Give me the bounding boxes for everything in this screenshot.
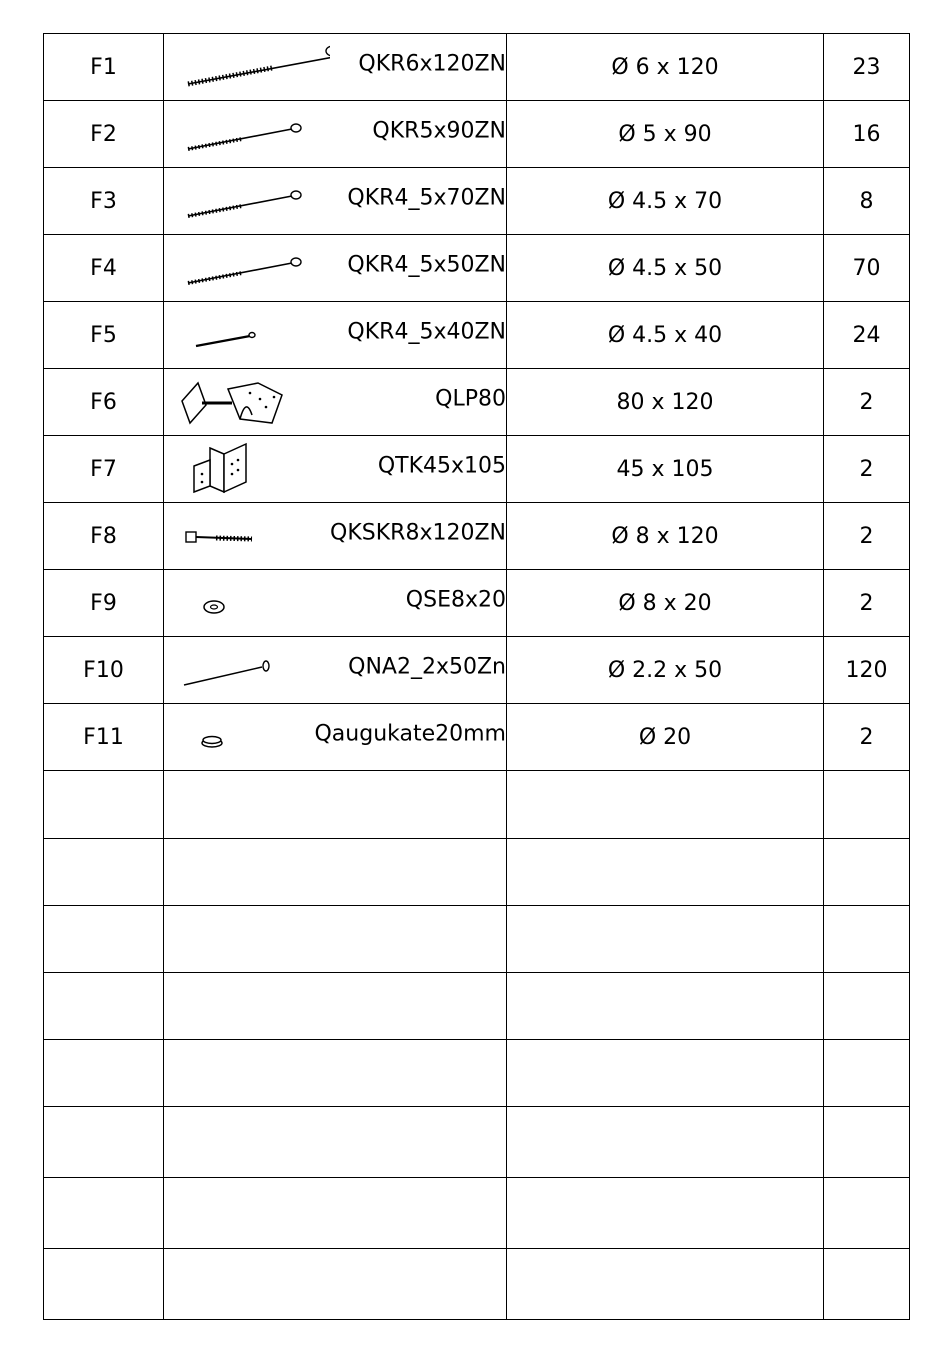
part-quantity: 2 [824,369,910,436]
part-quantity [824,973,910,1040]
part-quantity: 8 [824,168,910,235]
part-cell [164,235,507,302]
part-id [44,839,164,906]
part-quantity: 2 [824,704,910,771]
part-dimensions: Ø 4.5 x 70 [507,168,824,235]
part-id: F4 [44,235,164,302]
part-cell [164,839,507,906]
part-quantity [824,906,910,973]
screw-icon [180,241,330,297]
part-id [44,1040,164,1107]
screw-icon [180,174,330,230]
joist-hanger-icon [180,442,330,498]
part-cell [164,1107,507,1178]
part-id: F2 [44,101,164,168]
part-dimensions: Ø 8 x 20 [507,570,824,637]
table-row [44,101,910,168]
part-code: QTK45x105 [377,453,506,479]
part-dimensions [507,839,824,906]
part-quantity: 120 [824,637,910,704]
table-row [44,771,910,839]
part-quantity [824,1178,910,1249]
table-row [44,503,910,570]
part-dimensions [507,771,824,839]
part-id: F6 [44,369,164,436]
table-row [44,168,910,235]
part-code: QKSKR8x120ZN [330,520,506,546]
table-row [44,1107,910,1178]
part-id: F7 [44,436,164,503]
part-dimensions: 80 x 120 [507,369,824,436]
part-quantity: 2 [824,570,910,637]
part-cell [164,302,507,369]
screw-icon [180,107,330,163]
table-row [44,436,910,503]
part-id: F11 [44,704,164,771]
table-row [44,302,910,369]
part-id [44,1249,164,1320]
part-code: QKR6x120ZN [358,51,506,77]
short-screw-icon [180,308,330,364]
part-quantity [824,1107,910,1178]
part-quantity: 70 [824,235,910,302]
part-cell [164,101,507,168]
part-cell [164,168,507,235]
part-code: QKR5x90ZN [372,118,506,144]
part-cell [164,1249,507,1320]
part-quantity [824,839,910,906]
part-quantity: 23 [824,34,910,101]
part-quantity [824,771,910,839]
part-dimensions: 45 x 105 [507,436,824,503]
part-code: QKR4_5x50ZN [347,252,506,278]
part-quantity: 24 [824,302,910,369]
table-row [44,1249,910,1320]
part-cell [164,973,507,1040]
part-code: QKR4_5x40ZN [347,319,506,345]
part-cell [164,704,507,771]
part-cell [164,369,507,436]
part-dimensions [507,1249,824,1320]
part-quantity [824,1249,910,1320]
part-quantity: 2 [824,436,910,503]
part-id [44,1107,164,1178]
part-dimensions [507,1107,824,1178]
hole-cap-icon [180,710,330,766]
table-row [44,34,910,101]
part-quantity: 2 [824,503,910,570]
part-dimensions: Ø 8 x 120 [507,503,824,570]
part-id: F10 [44,637,164,704]
part-cell [164,436,507,503]
part-quantity: 16 [824,101,910,168]
part-cell [164,637,507,704]
post-anchor-icon [180,375,330,431]
parts-table-body [44,34,910,1320]
part-cell [164,570,507,637]
part-code: Qaugukate20mm [314,721,506,747]
parts-table [43,33,910,1320]
part-id: F1 [44,34,164,101]
part-dimensions: Ø 20 [507,704,824,771]
part-id [44,906,164,973]
part-cell [164,1178,507,1249]
part-cell [164,34,507,101]
part-dimensions [507,1040,824,1107]
part-dimensions: Ø 6 x 120 [507,34,824,101]
part-id [44,771,164,839]
table-row [44,906,910,973]
part-code: QKR4_5x70ZN [347,185,506,211]
table-row [44,369,910,436]
part-dimensions: Ø 5 x 90 [507,101,824,168]
part-dimensions [507,1178,824,1249]
part-cell [164,771,507,839]
part-code: QNA2_2x50Zn [348,654,506,680]
table-row [44,570,910,637]
part-dimensions: Ø 4.5 x 40 [507,302,824,369]
part-code: QSE8x20 [405,587,506,613]
table-row [44,1040,910,1107]
part-dimensions: Ø 2.2 x 50 [507,637,824,704]
part-cell [164,503,507,570]
table-row [44,637,910,704]
table-row [44,973,910,1040]
part-id: F9 [44,570,164,637]
part-id [44,973,164,1040]
part-id: F5 [44,302,164,369]
part-dimensions [507,973,824,1040]
table-row [44,704,910,771]
part-quantity [824,1040,910,1107]
part-code: QLP80 [435,386,506,412]
long-screw-icon [180,40,330,96]
table-row [44,1178,910,1249]
part-id: F8 [44,503,164,570]
table-row [44,839,910,906]
part-id [44,1178,164,1249]
table-row [44,235,910,302]
part-id: F3 [44,168,164,235]
nail-icon [180,643,330,699]
hex-screw-icon [180,509,330,565]
part-cell [164,906,507,973]
part-dimensions [507,906,824,973]
part-dimensions: Ø 4.5 x 50 [507,235,824,302]
part-cell [164,1040,507,1107]
washer-icon [180,576,330,632]
